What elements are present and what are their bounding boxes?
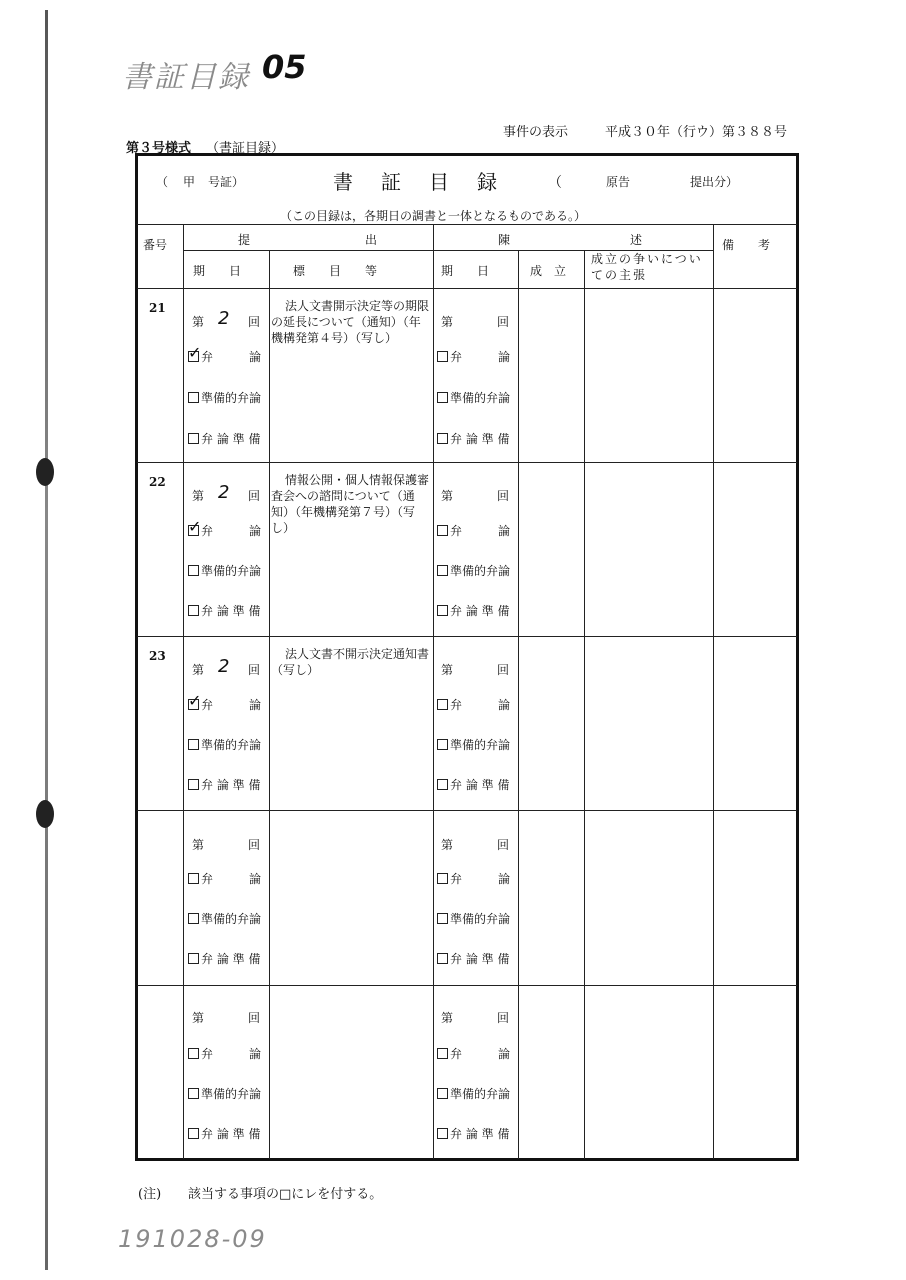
benron-option-2: 弁 論 [437, 522, 510, 539]
col-divider [183, 224, 184, 1159]
benron-checkbox[interactable] [437, 873, 448, 884]
junbi-option-2: 準備的弁論 [437, 389, 510, 406]
title-paren: （ [548, 175, 562, 191]
benron-junbi-option: 弁 論 準 備 [188, 430, 260, 447]
header-divider [137, 224, 797, 225]
row-divider [137, 985, 797, 986]
benron-option-2: 弁 論 [437, 1045, 510, 1062]
row-number: 21 [149, 301, 166, 315]
benron-junbi-checkbox[interactable] [437, 779, 448, 790]
submitted-label: 提出分） [690, 175, 739, 189]
handwritten-number: 05 [262, 48, 307, 86]
evidence-title: 法人文書開示決定等の期限の延長について（通知）（年機構発第４号）（写し） [271, 299, 430, 345]
benron-junbi-option: 弁 論 準 備 [188, 602, 260, 619]
col-divider [713, 224, 714, 1159]
submitter: 原告 [606, 175, 631, 189]
row-divider [137, 810, 797, 811]
dai-label: 第 [441, 663, 454, 677]
handwritten-footer: 191028-09 [118, 1225, 267, 1253]
row-number: 22 [149, 475, 166, 489]
benron-checkbox[interactable] [188, 525, 199, 536]
document-title: 書証目録 [333, 170, 525, 194]
benron-junbi-option-2: 弁 論 準 備 [437, 602, 509, 619]
benron-junbi-checkbox[interactable] [188, 953, 199, 964]
dai-label: 第 [441, 838, 454, 852]
round-number: 2 [218, 308, 230, 329]
dai-label: 第 [192, 838, 205, 852]
benron-junbi-checkbox[interactable] [437, 953, 448, 964]
evidence-title: 法人文書不開示決定通知書（写し） [271, 647, 430, 677]
junbi-option-2: 準備的弁論 [437, 1085, 510, 1102]
benron-junbi-option-2: 弁 論 準 備 [437, 776, 509, 793]
binder-hole [36, 458, 54, 486]
col-dispute: 成立の争いについての主張 [591, 252, 703, 282]
form-label: 第３号様式 [126, 141, 192, 156]
junbi-checkbox[interactable] [188, 392, 199, 403]
col-seiritsu: 成 立 [530, 264, 567, 278]
benron-junbi-option: 弁 論 準 備 [188, 776, 260, 793]
kai-label: 回 [497, 663, 510, 677]
kai-label: 回 [248, 489, 261, 503]
benron-junbi-option-2: 弁 論 準 備 [437, 430, 509, 447]
header-bottom [137, 288, 797, 289]
junbi-checkbox[interactable] [437, 1088, 448, 1099]
party-kou: 甲 [183, 175, 196, 189]
junbi-checkbox[interactable] [188, 565, 199, 576]
col-remarks: 備 考 [722, 238, 777, 252]
benron-option-2: 弁 論 [437, 696, 510, 713]
case-label: 事件の表示 [503, 125, 569, 140]
benron-checkbox[interactable] [188, 1048, 199, 1059]
junbi-checkbox[interactable] [188, 913, 199, 924]
dai-label: 第 [192, 315, 205, 329]
junbi-checkbox[interactable] [188, 1088, 199, 1099]
benron-checkbox[interactable] [188, 699, 199, 710]
benron-checkbox[interactable] [437, 525, 448, 536]
row-number: 23 [149, 649, 166, 663]
col-chinjutsu-2: 述 [630, 233, 643, 247]
col-divider [518, 250, 519, 1159]
col-teishutsu-2: 出 [365, 233, 378, 247]
row-divider [137, 462, 797, 463]
benron-junbi-option: 弁 論 準 備 [188, 950, 260, 967]
junbi-option: 準備的弁論 [188, 389, 261, 406]
col-teishutsu-1: 提 [238, 233, 251, 247]
dai-label: 第 [192, 1011, 205, 1025]
evidence-table [135, 153, 799, 1161]
kai-label: 回 [248, 838, 261, 852]
benron-checkbox[interactable] [437, 351, 448, 362]
row-divider [137, 636, 797, 637]
benron-junbi-option-2: 弁 論 準 備 [437, 1125, 509, 1142]
col-divider [269, 250, 270, 1159]
kai-label: 回 [248, 315, 261, 329]
col-chinjutsu-1: 陳 [498, 233, 511, 247]
col-divider [584, 250, 585, 1159]
benron-junbi-checkbox[interactable] [188, 605, 199, 616]
benron-junbi-checkbox[interactable] [437, 433, 448, 444]
junbi-option: 準備的弁論 [188, 562, 261, 579]
form-label-sub: （書証目録） [206, 141, 285, 156]
col-kijitsu: 期 日 [193, 264, 242, 278]
round-number: 2 [218, 656, 230, 677]
dai-label: 第 [441, 315, 454, 329]
kai-label: 回 [497, 489, 510, 503]
benron-junbi-checkbox[interactable] [188, 1128, 199, 1139]
dai-label: 第 [192, 489, 205, 503]
benron-checkbox[interactable] [188, 873, 199, 884]
benron-junbi-checkbox[interactable] [188, 779, 199, 790]
junbi-option: 準備的弁論 [188, 910, 261, 927]
junbi-option-2: 準備的弁論 [437, 562, 510, 579]
benron-option: ✓弁 論 [188, 348, 261, 365]
benron-option: ✓弁 論 [188, 696, 261, 713]
footnote-label: (注) [138, 1187, 162, 1202]
evidence-title: 情報公開・個人情報保護審査会への諮問について（通知）（年機構発第７号）（写し） [271, 473, 430, 535]
benron-checkbox[interactable] [437, 699, 448, 710]
dai-label: 第 [192, 663, 205, 677]
party-open: （ [156, 175, 169, 189]
kai-label: 回 [497, 838, 510, 852]
kai-label: 回 [248, 1011, 261, 1025]
junbi-option: 準備的弁論 [188, 736, 261, 753]
benron-checkbox[interactable] [437, 1048, 448, 1059]
benron-junbi-option-2: 弁 論 準 備 [437, 950, 509, 967]
junbi-checkbox[interactable] [188, 739, 199, 750]
benron-junbi-checkbox[interactable] [188, 433, 199, 444]
kai-label: 回 [497, 1011, 510, 1025]
table-note: （この目録は，各期日の調書と一体となるものである。） [280, 209, 587, 223]
junbi-checkbox[interactable] [437, 565, 448, 576]
kai-label: 回 [497, 315, 510, 329]
benron-junbi-checkbox[interactable] [437, 1128, 448, 1139]
col-kijitsu-2: 期 日 [441, 264, 490, 278]
junbi-checkbox[interactable] [437, 739, 448, 750]
benron-option: ✓弁 論 [188, 522, 261, 539]
binder-hole [36, 800, 54, 828]
junbi-checkbox[interactable] [437, 392, 448, 403]
benron-option: 弁 論 [188, 870, 261, 887]
junbi-option-2: 準備的弁論 [437, 736, 510, 753]
binder-line [45, 10, 48, 1270]
benron-option-2: 弁 論 [437, 348, 510, 365]
benron-checkbox[interactable] [188, 351, 199, 362]
junbi-option-2: 準備的弁論 [437, 910, 510, 927]
footnote-text: 該当する事項の□にレを付する。 [188, 1187, 383, 1202]
benron-option: 弁 論 [188, 1045, 261, 1062]
dai-label: 第 [441, 1011, 454, 1025]
dai-label: 第 [441, 489, 454, 503]
benron-junbi-checkbox[interactable] [437, 605, 448, 616]
benron-option-2: 弁 論 [437, 870, 510, 887]
case-number: 平成３０年（行ウ）第３８８号 [605, 125, 788, 140]
junbi-checkbox[interactable] [437, 913, 448, 924]
col-title: 標 目 等 [293, 264, 378, 278]
col-divider [433, 224, 434, 1159]
junbi-option: 準備的弁論 [188, 1085, 261, 1102]
col-number: 番号 [143, 238, 168, 252]
party-gosho: 号証） [208, 175, 245, 189]
handwritten-title: 書証目録 [122, 60, 250, 95]
kai-label: 回 [248, 663, 261, 677]
benron-junbi-option: 弁 論 準 備 [188, 1125, 260, 1142]
round-number: 2 [218, 482, 230, 503]
